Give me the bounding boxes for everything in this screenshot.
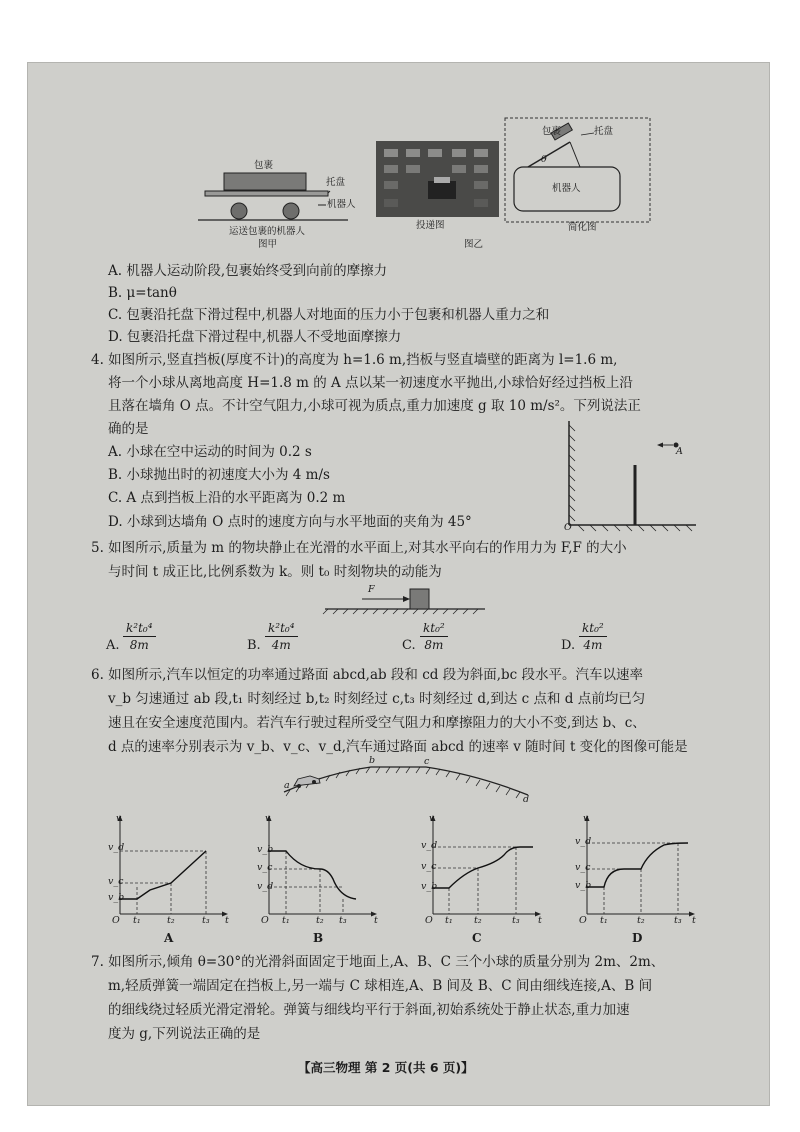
q4-option-a: A. 小球在空中运动的时间为 0.2 s [108,444,312,460]
q4-point-a: A [676,446,683,457]
graph-d-t3: t₃ [674,915,682,926]
q4-option-d: D. 小球到达墙角 O 点时的速度方向与水平地面的夹角为 45° [108,514,472,530]
graph-b-name: B [313,931,324,945]
graph-a-v-label: v [116,813,122,824]
q5-force-label: F [368,584,375,595]
graph-c-origin: O [425,915,433,926]
fig-jia-tray-label: 托盘 [326,177,346,188]
q4-option-c: C. A 点到挡板上沿的水平距离为 0.2 m [108,490,346,506]
graph-d-t-axis: t [692,915,696,926]
q4-stem-line: 将一个小球从离地高度 H=1.8 m 的 A 点以某一初速度水平抛出,小球恰好经过挡板上沿 [108,375,633,391]
exam-page [27,62,770,1106]
graph-c-t2: t₂ [474,915,482,926]
simplified-robot-label: 机器人 [552,183,581,194]
graph-c-vc-label: v_c [421,861,437,872]
graph-a-t-axis: t [225,915,229,926]
graph-a-t3: t₃ [202,915,210,926]
q3-option-d: D. 包裹沿托盘下滑过程中,机器人不受地面摩擦力 [108,329,402,345]
q4-stem-line: 确的是 [108,421,149,437]
graph-b-v-label: v [265,813,271,824]
q6-stem-line: 速且在安全速度范围内。若汽车行驶过程所受空气阻力和摩擦阻力的大小不变,到达 b、c、 [108,715,646,731]
fig-yi-caption: 图乙 [464,239,484,250]
graph-c-vd-label: v_d [421,840,438,851]
q7-stem-line: 7. 如图所示,倾角 θ=30°的光滑斜面固定于地面上,A、B、C 三个小球的质量分别为 2m、2m、 [91,954,665,970]
q5-option-label: B. [247,638,261,653]
graph-c-v-label: v [429,813,435,824]
graph-b-t2: t₂ [316,915,324,926]
page-footer: 【高三物理 第 2 页(共 6 页)】 [298,1060,474,1075]
graph-a-vd-label: v_d [108,842,125,853]
q7-stem-line: m,轻质弹簧一端固定在挡板上,另一端与 C 球相连,A、B 间及 B、C 间由细线连接,A、B 间 [108,978,653,994]
graph-b-vd-label: v_d [257,881,274,892]
graph-c-vb-label: v_b [421,881,438,892]
q4-stem-line: 4. 如图所示,竖直挡板(厚度不计)的高度为 h=1.6 m,挡板与竖直墙壁的距离为 l=1.6 m, [91,352,618,368]
q6-stem-line: d 点的速率分别表示为 v_b、v_c、v_d,汽车通过路面 abcd 的速率 v 随时间 t 变化的图像可能是 [108,739,688,755]
graph-a-t1: t₁ [133,915,141,926]
q5-stem-line: 与时间 t 成正比,比例系数为 k。则 t₀ 时刻物块的动能为 [108,564,442,580]
graph-d-vd-label: v_d [575,836,592,847]
graph-b-t3: t₃ [339,915,347,926]
simplified-theta-label: θ [541,154,547,165]
road-point-a: a [284,780,290,791]
q4-option-b: B. 小球抛出时的初速度大小为 4 m/s [108,467,330,483]
road-point-d: d [523,794,530,805]
q3-option-a: A. 机器人运动阶段,包裹始终受到向前的摩擦力 [108,263,388,279]
graph-d-t2: t₂ [637,915,645,926]
graph-a-vc-label: v_c [108,876,124,887]
graph-c-t1: t₁ [445,915,453,926]
q5-option-label: D. [561,638,576,653]
graph-c-t-axis: t [538,915,542,926]
q5-option-fraction: $\frac{\text{kt₀²}}{4m}$ [579,621,607,652]
graph-a-vb-label: v_b [108,892,125,903]
road-point-b: b [369,755,376,766]
q7-stem-line: 度为 g,下列说法正确的是 [108,1026,261,1042]
q6-stem-line: 6. 如图所示,汽车以恒定的功率通过路面 abcd,ab 段和 cd 段为斜面,bc 段水平。汽车以速率 [91,667,643,683]
graph-a-name: A [164,931,174,945]
q3-option-b: B. μ=tanθ [108,285,177,301]
q4-stem-line: 且落在墙角 O 点。不计空气阻力,小球可视为质点,重力加速度 g 取 10 m/s²。下列说法正 [108,398,641,414]
graph-d-name: D [632,931,643,945]
q6-stem-line: v_b 匀速通过 ab 段,t₁ 时刻经过 b,t₂ 时刻经过 c,t₃ 时刻经过 d,到达 c 点和 d 点前均已匀 [108,691,646,707]
graph-d-vb-label: v_b [575,880,592,891]
simplified-tray-label: 托盘 [594,126,614,137]
fig-jia-caption2: 图甲 [258,239,278,250]
q5-stem-line: 5. 如图所示,质量为 m 的物块静止在光滑的水平面上,对其水平向右的作用力为 F,F 的大小 [91,540,627,556]
vt-graph-d-plot [28,63,770,963]
q4-point-o: O [564,522,572,533]
graph-d-vc-label: v_c [575,862,591,873]
simplified-package-label: 包裹 [542,126,562,137]
graph-a-origin: O [112,915,120,926]
photo-caption: 投递图 [416,220,445,231]
fig-jia-robot-label: 机器人 [327,199,356,210]
graph-d-origin: O [579,915,587,926]
q5-option-fraction: $\frac{\text{k²t₀⁴}}{4m}$ [265,621,298,652]
graph-b-origin: O [261,915,269,926]
graph-d-v-label: v [583,813,589,824]
graph-d-t1: t₁ [600,915,608,926]
graph-b-vc-label: v_c [257,862,273,873]
simplified-caption: 简化图 [568,222,597,233]
fig-jia-package-label: 包裹 [254,160,274,171]
graph-c-t3: t₃ [512,915,520,926]
graph-b-t1: t₁ [282,915,290,926]
q5-option-fraction: $\frac{\text{k²t₀⁴}}{8m}$ [123,621,156,652]
road-point-c: c [424,756,430,767]
q3-option-c: C. 包裹沿托盘下滑过程中,机器人对地面的压力小于包裹和机器人重力之和 [108,307,550,323]
fig-jia-caption1: 运送包裹的机器人 [229,226,306,237]
graph-b-t-axis: t [374,915,378,926]
graph-a-t2: t₂ [167,915,175,926]
q5-option-label: A. [106,638,120,653]
q5-option-label: C. [402,638,416,653]
q7-stem-line: 的细线绕过轻质光滑定滑轮。弹簧与细线均平行于斜面,初始系统处于静止状态,重力加速 [108,1002,630,1018]
graph-b-vb-label: v_b [257,844,274,855]
graph-c-name: C [472,931,482,945]
q5-option-fraction: $\frac{\text{kt₀²}}{8m}$ [420,621,448,652]
